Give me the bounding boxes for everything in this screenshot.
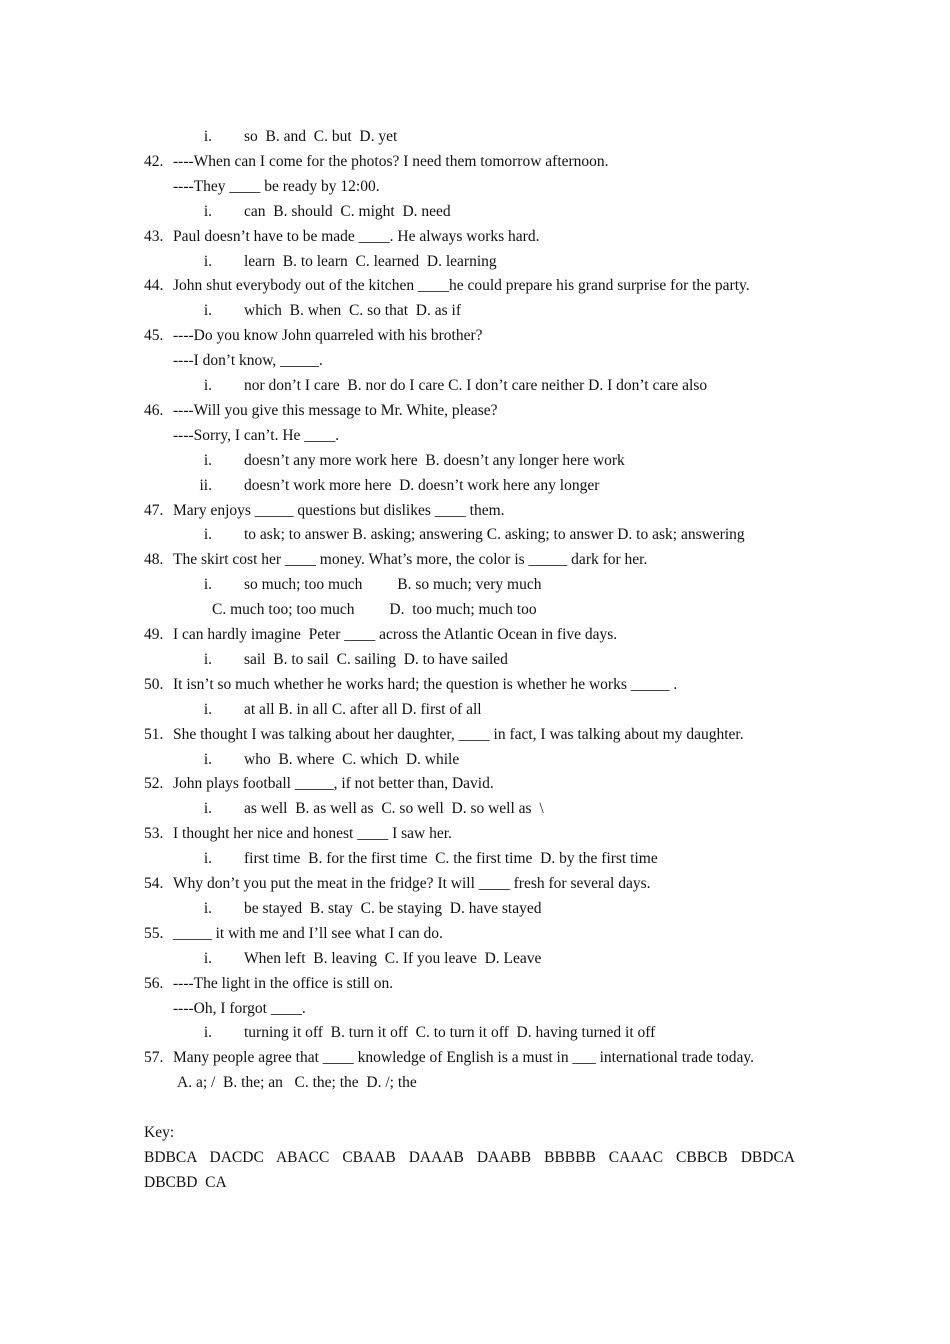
answer-options: learn B. to learn C. learned D. learning	[244, 252, 497, 270]
option-marker: i.	[203, 252, 212, 270]
question-number: 43.	[144, 227, 164, 245]
question-number: 51.	[144, 725, 164, 743]
option-marker: i.	[203, 899, 212, 917]
option-marker: i.	[203, 850, 212, 868]
dialogue-line: ----They ____ be ready by 12:00.	[173, 177, 380, 195]
option-marker: i.	[203, 526, 212, 544]
answer-options: doesn’t any more work here B. doesn’t any longer here work	[244, 451, 625, 469]
question-number: 47.	[144, 501, 164, 519]
option-marker: i.	[203, 576, 212, 594]
question-text: I can hardly imagine Peter ____ across the Atlantic Ocean in five days.	[173, 626, 618, 643]
question-number: 54.	[144, 875, 164, 892]
dialogue-line: ----Sorry, I can’t. He ____.	[173, 426, 340, 444]
dialogue-line: ----Oh, I forgot ____.	[173, 999, 306, 1017]
answer-options: nor don’t I care B. nor do I care C. I don’t care neither D. I don’t care also	[244, 377, 708, 394]
question-number: 44.	[144, 277, 164, 295]
option-marker: i.	[203, 700, 212, 718]
question-number: 56.	[144, 974, 164, 992]
option-marker: ii.	[199, 476, 212, 494]
option-marker: i.	[203, 128, 212, 145]
answer-key-line-2: DBCBD CA	[144, 1173, 227, 1191]
option-marker: i.	[203, 377, 212, 394]
question-text: Paul doesn’t have to be made ____. He always works hard.	[173, 227, 540, 245]
question-text: Mary enjoys _____ questions but dislikes ____ them.	[173, 501, 505, 519]
answer-options: which B. when C. so that D. as if	[244, 302, 461, 320]
question-text: ----The light in the office is still on.	[173, 974, 394, 992]
question-text: The skirt cost her ____ money. What’s more, the color is _____ dark for her.	[173, 551, 648, 569]
question-text: Many people agree that ____ knowledge of English is a must in ___ international trade today.	[173, 1049, 754, 1067]
question-text: John plays football _____, if not better than, David.	[173, 775, 494, 793]
answer-options: so B. and C. but D. yet	[244, 128, 398, 145]
answer-options: to ask; to answer B. asking; answering C. asking; to answer D. to ask; answering	[244, 526, 745, 544]
question-text: Why don’t you put the meat in the fridge? It will ____ fresh for several days.	[173, 875, 651, 892]
answer-options: so much; too much B. so much; very much	[244, 576, 542, 594]
question-text: ----When can I come for the photos? I need them tomorrow afternoon.	[173, 152, 609, 170]
answer-options: at all B. in all C. after all D. first of all	[244, 700, 482, 718]
option-marker: i.	[203, 302, 212, 320]
answer-options: C. much too; too much D. too much; much too	[212, 601, 537, 619]
question-number: 42.	[144, 152, 164, 170]
option-marker: i.	[203, 650, 212, 668]
question-text: _____ it with me and I’ll see what I can do.	[173, 924, 443, 942]
question-number: 52.	[144, 775, 164, 793]
answer-options: first time B. for the first time C. the first time D. by the first time	[244, 850, 658, 868]
question-number: 53.	[144, 825, 164, 843]
question-number: 45.	[144, 327, 164, 345]
option-marker: i.	[203, 750, 212, 768]
question-number: 48.	[144, 551, 164, 569]
option-marker: i.	[203, 800, 212, 818]
question-number: 49.	[144, 626, 164, 643]
answer-options: When left B. leaving C. If you leave D. Leave	[244, 949, 542, 967]
option-marker: i.	[203, 949, 212, 967]
answer-options: doesn’t work more here D. doesn’t work here any longer	[244, 476, 600, 494]
question-text: John shut everybody out of the kitchen ____he could prepare his grand surprise for the party.	[173, 277, 750, 295]
answer-key-line-1: BDBCA DACDC ABACC CBAAB DAAAB DAABB BBBBB CAAAC CBBCB DBDCA	[144, 1148, 795, 1166]
option-marker: i.	[203, 451, 212, 469]
option-marker: i.	[203, 1024, 212, 1042]
question-number: 46.	[144, 401, 164, 419]
answer-options: be stayed B. stay C. be staying D. have stayed	[244, 899, 542, 917]
question-text: She thought I was talking about her daughter, ____ in fact, I was talking about my daughter.	[173, 725, 744, 743]
question-text: It isn’t so much whether he works hard; the question is whether he works _____ .	[173, 675, 678, 693]
answer-options: can B. should C. might D. need	[244, 202, 451, 220]
question-text: I thought her nice and honest ____ I saw her.	[173, 825, 452, 843]
question-number: 50.	[144, 675, 164, 693]
dialogue-line: ----I don’t know, _____.	[173, 352, 323, 370]
answer-options: sail B. to sail C. sailing D. to have sailed	[244, 650, 508, 668]
question-number: 57.	[144, 1049, 164, 1067]
answer-options: turning it off B. turn it off C. to turn it off D. having turned it off	[244, 1024, 656, 1042]
answer-options: A. a; / B. the; an C. the; the D. /; the	[177, 1074, 417, 1092]
question-text: ----Will you give this message to Mr. White, please?	[173, 401, 498, 419]
answer-key-label: Key:	[144, 1124, 175, 1141]
question-text: ----Do you know John quarreled with his brother?	[173, 327, 483, 345]
answer-options: as well B. as well as C. so well D. so well as \	[244, 800, 544, 818]
answer-options: who B. where C. which D. while	[244, 750, 460, 768]
option-marker: i.	[203, 202, 212, 220]
question-number: 55.	[144, 924, 164, 942]
